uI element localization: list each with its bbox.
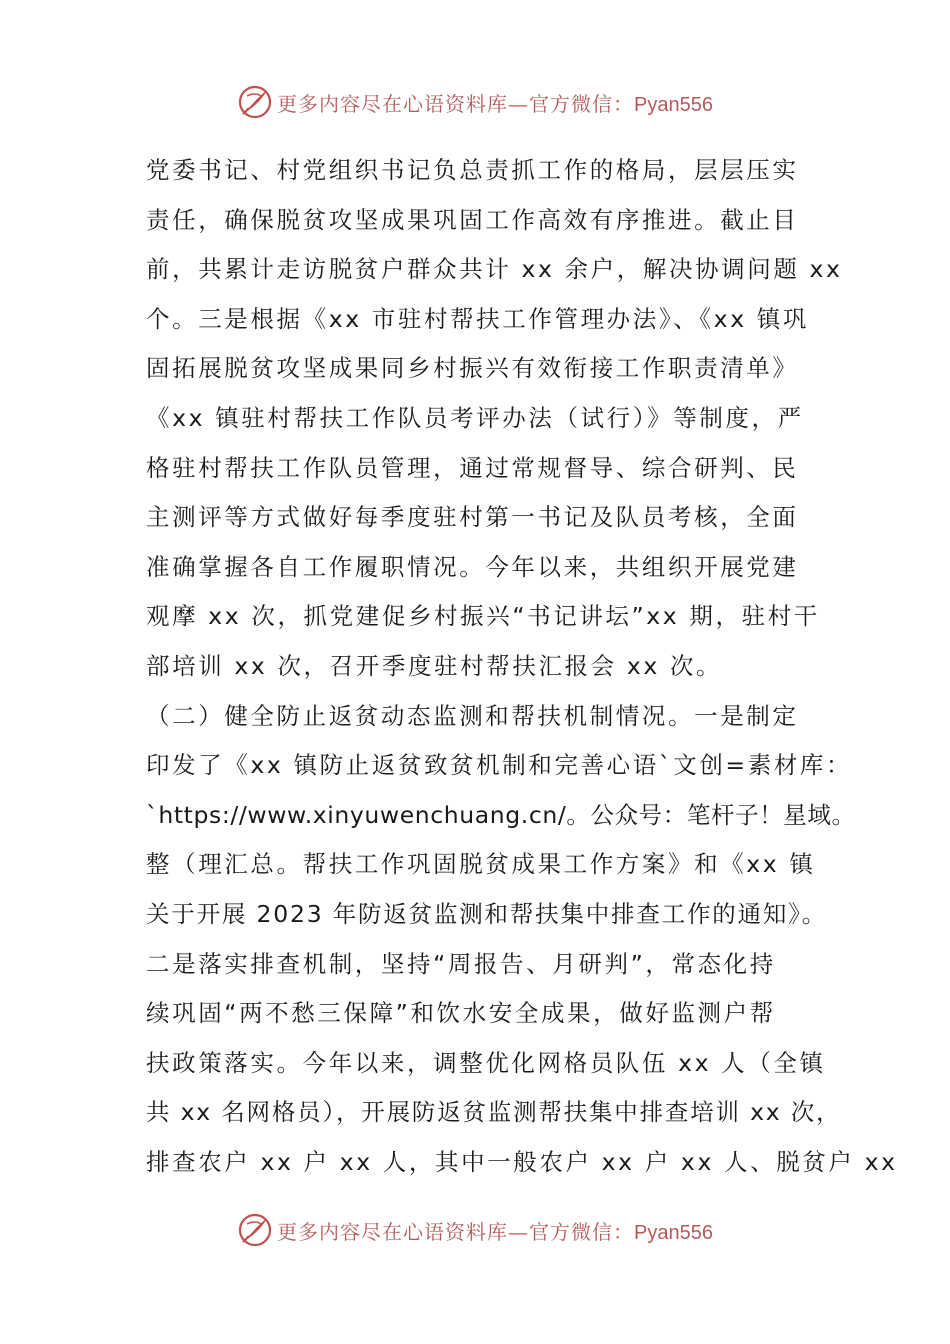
body-line: 责任，确保脱贫攻坚成果巩固工作高效有序推进。截止目 (146, 205, 799, 234)
body-line: 二是落实排查机制，坚持“周报告、月研判”，常态化持 (146, 949, 776, 978)
header-watermark (0, 82, 950, 122)
body-line: 关于开展 2023 年防返贫监测和帮扶集中排查工作的通知》。 (146, 899, 827, 928)
body-line: 《xx 镇驻村帮扶工作队员考评办法（试行）》等制度，严 (146, 403, 804, 432)
body-line: 固拓展脱贫攻坚成果同乡村振兴有效衔接工作职责清单》 (146, 354, 799, 383)
quill-pen-logo-icon (237, 84, 273, 120)
body-line: 扶政策落实。今年以来，调整优化网格员队伍 xx 人（全镇 (146, 1048, 826, 1077)
body-line: 党委书记、村党组织书记负总责抓工作的格局，层层压实 (146, 156, 799, 184)
body-line: 观摩 xx 次，抓党建促乡村振兴“书记讲坛”xx 期，驻村干 (146, 602, 820, 631)
body-line: 整（理汇总。帮扶工作巩固脱贫成果工作方案》和《xx 镇 (146, 850, 816, 879)
body-line: 格驻村帮扶工作队员管理，通过常规督导、综合研判、民 (146, 453, 799, 482)
document-body (146, 146, 898, 1187)
footer-watermark-id: Pyan556 (634, 1221, 713, 1244)
body-line: 续巩固“两不愁三保障”和饮水安全成果，做好监测户帮 (146, 999, 776, 1028)
header-watermark-text: 更多内容尽在心语资料库—官方微信： (277, 91, 635, 116)
body-line: 个。三是根据《xx 市驻村帮扶工作管理办法》、《xx 镇巩 (146, 304, 809, 333)
body-line: （二）健全防止返贫动态监测和帮扶机制情况。一是制定 (146, 701, 799, 730)
body-line: `https://www.xinyuwenchuang.cn/。公众号：笔杆子！星域。 (146, 800, 856, 829)
footer-watermark-text: 更多内容尽在心语资料库—官方微信： (277, 1219, 635, 1244)
body-line: 排查农户 xx 户 xx 人，其中一般农户 xx 户 xx 人、脱贫户 xx (146, 1147, 898, 1176)
body-line: 准确掌握各自工作履职情况。今年以来，共组织开展党建 (146, 552, 799, 581)
header-watermark-id: Pyan556 (634, 93, 713, 116)
footer-watermark (0, 1210, 950, 1250)
body-line: 印发了《xx 镇防止返贫致贫机制和完善心语`文创=素材库： (146, 751, 853, 780)
quill-pen-logo-icon (237, 1212, 273, 1248)
body-line: 部培训 xx 次，召开季度驻村帮扶汇报会 xx 次。 (146, 651, 723, 680)
body-line: 前，共累计走访脱贫户群众共计 xx 余户，解决协调问题 xx (146, 255, 843, 284)
body-line: 共 xx 名网格员），开展防返贫监测帮扶集中排查培训 xx 次， (146, 1098, 842, 1127)
body-line: 主测评等方式做好每季度驻村第一书记及队员考核，全面 (146, 503, 799, 532)
